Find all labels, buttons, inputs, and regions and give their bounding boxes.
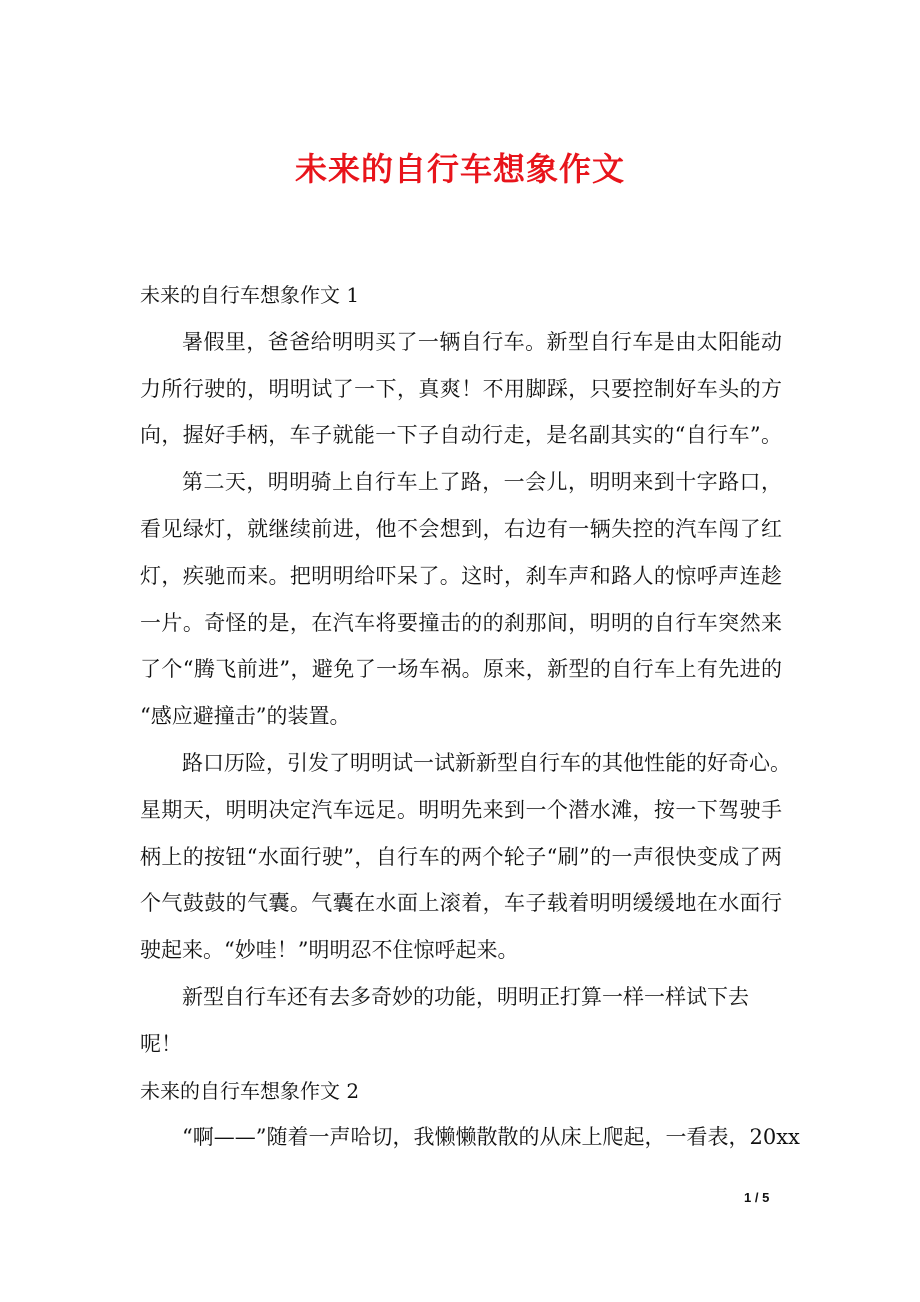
text-line: “啊——”随着一声哈切，我懒懒散散的从床上爬起，一看表，20xx	[182, 1125, 800, 1150]
text-line: 灯，疾驰而来。把明明给吓呆了。这时，刹车声和路人的惊呼声连趁	[140, 563, 782, 588]
section-heading: 未来的自行车想象作文 1	[140, 283, 360, 307]
text-line: 暑假里，爸爸给明明买了一辆自行车。新型自行车是由太阳能动	[182, 329, 782, 354]
text-line: 看见绿灯，就继续前进，他不会想到，右边有一辆失控的汽车闯了红	[140, 516, 782, 541]
text-line: 了个“腾飞前进”，避免了一场车祸。原来，新型的自行车上有先进的	[140, 657, 782, 682]
text-line: 路口历险，引发了明明试一试新新型自行车的其他性能的好奇心。	[182, 750, 791, 775]
document-body	[140, 272, 800, 1161]
text-line: 柄上的按钮“水面行驶”，自行车的两个轮子“刷”的一声很快变成了两	[140, 844, 782, 869]
page-number: 1 / 5	[744, 1190, 770, 1205]
section-heading: 未来的自行车想象作文 2	[140, 1078, 360, 1103]
text-line: 呢！	[140, 1031, 182, 1056]
text-line: 一片。奇怪的是，在汽车将要撞击的的刹那间，明明的自行车突然来	[140, 610, 782, 635]
text-line: 第二天，明明骑上自行车上了路，一会儿，明明来到十字路口，	[182, 470, 782, 495]
text-line: 向，握好手柄，车子就能一下子自动行走，是名副其实的“自行车”。	[140, 423, 782, 448]
text-line: “感应避撞击”的装置。	[140, 704, 351, 729]
text-line: 力所行驶的，明明试了一下，真爽！不用脚踩，只要控制好车头的方	[140, 376, 782, 401]
text-line: 星期天，明明决定汽车远足。明明先来到一个潜水滩，按一下驾驶手	[140, 797, 782, 822]
text-line: 驶起来。“妙哇！”明明忍不住惊呼起来。	[140, 938, 519, 963]
text-line: 个气鼓鼓的气囊。气囊在水面上滚着，车子载着明明缓缓地在水面行	[140, 891, 782, 916]
document-title: 未来的自行车想象作文	[294, 150, 625, 188]
text-line: 新型自行车还有去多奇妙的功能，明明正打算一样一样试下去	[182, 984, 749, 1009]
